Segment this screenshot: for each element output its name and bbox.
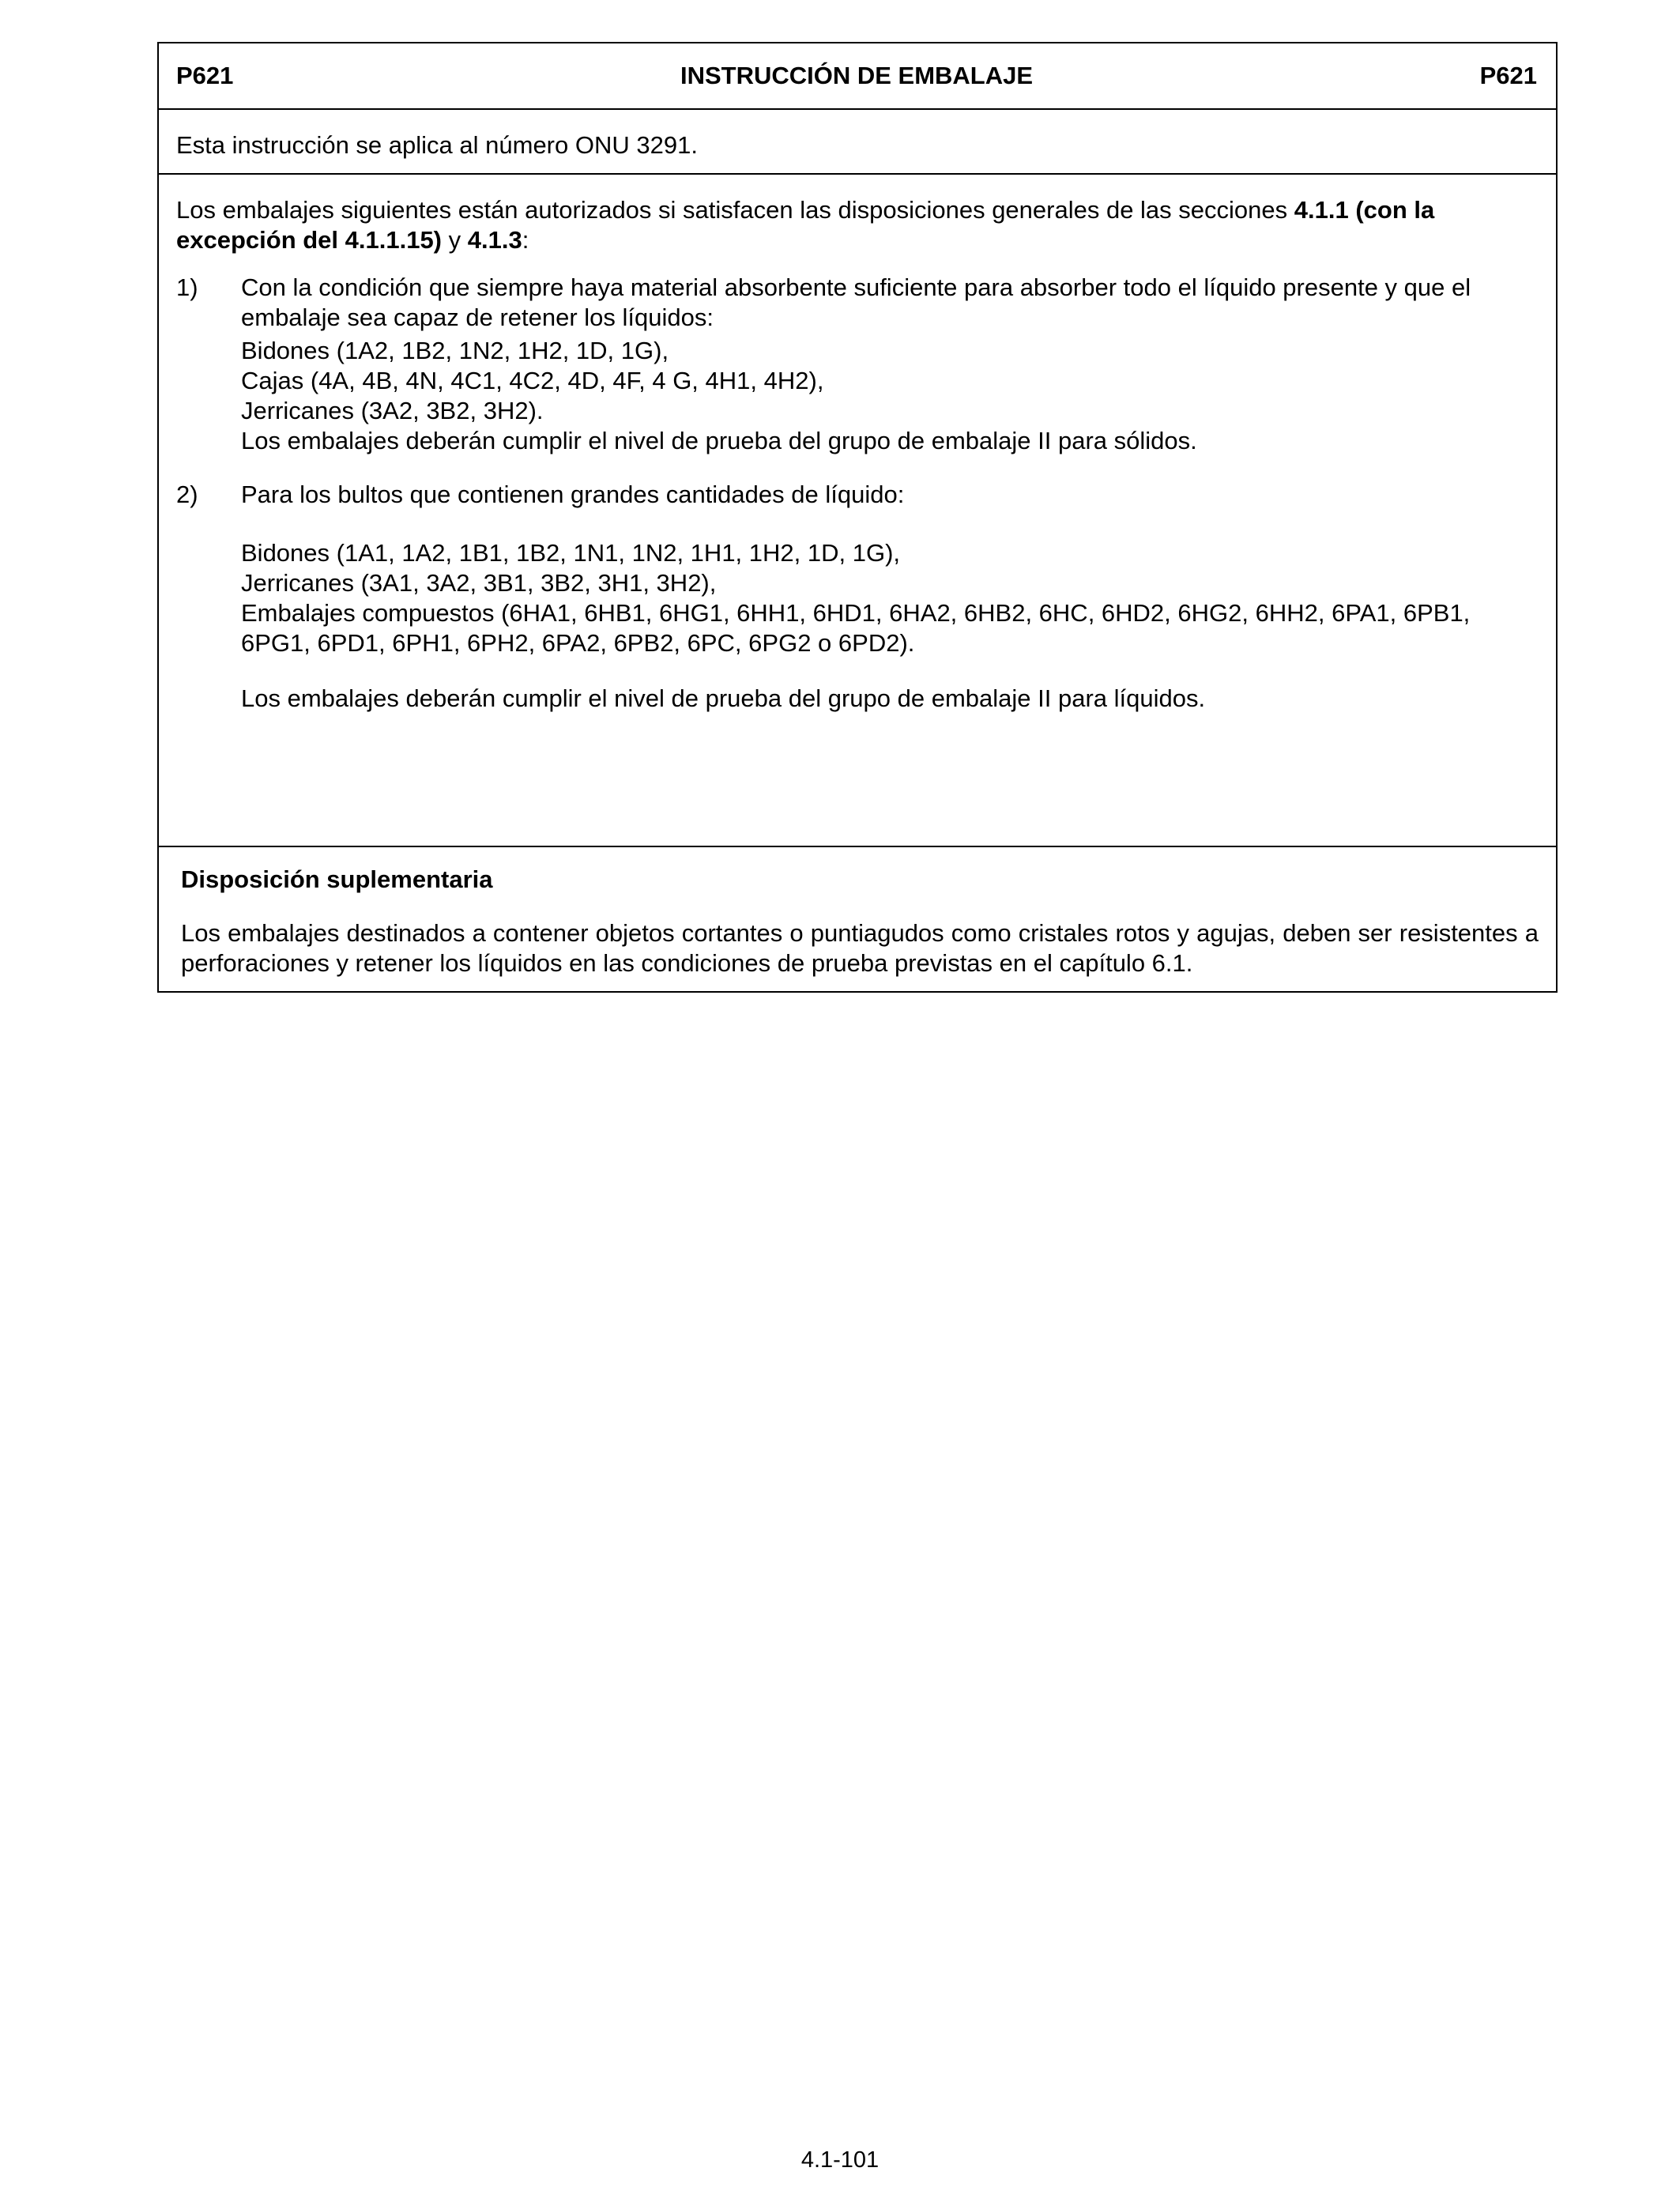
supplementary-provision [159, 847, 1556, 991]
item-line: Los embalajes deberán cumplir el nivel de prueba del grupo de embalaje II para sólidos. [241, 427, 1197, 454]
instruction-code-right: P621 [1479, 62, 1537, 89]
supplementary-text: Los embalajes destinados a contener objetos cortantes o puntiagudos como cristales rotos y agujas, deben ser resistentes a perforaciones y retener los líquidos en las condiciones de prueba previstas en el capítulo 6.1. [181, 919, 1539, 977]
item-line: Jerricanes (3A1, 3A2, 3B1, 3B2, 3H1, 3H2), [241, 569, 717, 597]
item-number: 2) [176, 481, 198, 508]
item-closing: Los embalajes deberán cumplir el nivel de prueba del grupo de embalaje II para líquidos. [241, 684, 1206, 712]
scope-row [159, 110, 1556, 175]
list-item-2 [176, 480, 1537, 714]
table-header [159, 43, 1556, 110]
list-item-1 [176, 273, 1537, 456]
instruction-code-left: P621 [176, 62, 234, 89]
authorized-packagings-section [159, 175, 1556, 847]
instruction-title: INSTRUCCIÓN DE EMBALAJE [680, 62, 1034, 89]
item-line: Embalajes compuestos (6HA1, 6HB1, 6HG1, 6HH1, 6HD1, 6HA2, 6HB2, 6HC, 6HD2, 6HG2, 6HH2, 6PA1, 6PB1, 6PG1, 6PD1, 6PH1, 6PH2, 6PA2, 6PB2, 6PC, 6PG2 o 6PD2). [241, 599, 1471, 657]
item-line: Bidones (1A1, 1A2, 1B1, 1B2, 1N1, 1N2, 1H1, 1H2, 1D, 1G), [241, 539, 901, 567]
supplementary-title: Disposición suplementaria [181, 865, 493, 893]
intro-paragraph [176, 195, 1537, 255]
intro-bold-1: 4.1.1 (con la excepción del 4.1.1.15) [176, 196, 1435, 254]
intro-text-1: Los embalajes siguientes están autorizados si satisfacen las disposiciones generales de las secciones [176, 196, 1294, 224]
item-body [241, 480, 1537, 714]
intro-text-2: y [442, 226, 468, 254]
item-body [241, 273, 1537, 456]
item-number: 1) [176, 273, 198, 301]
intro-text-3: : [522, 226, 529, 254]
item-line: Jerricanes (3A2, 3B2, 3H2). [241, 397, 544, 424]
scope-text: Esta instrucción se aplica al número ONU 3291. [176, 131, 698, 159]
intro-bold-2: 4.1.3 [467, 226, 522, 254]
packing-instruction-table [157, 42, 1558, 993]
item-line: Bidones (1A2, 1B2, 1N2, 1H2, 1D, 1G), [241, 337, 669, 364]
item-lead: Para los bultos que contienen grandes cantidades de líquido: [241, 481, 905, 508]
page-number: 4.1-101 [800, 2147, 880, 2173]
item-line: Cajas (4A, 4B, 4N, 4C1, 4C2, 4D, 4F, 4 G, 4H1, 4H2), [241, 367, 824, 394]
item-lead: Con la condición que siempre haya material absorbente suficiente para absorber todo el líquido presente y que el embalaje sea capaz de retener los líquidos: [241, 273, 1471, 331]
